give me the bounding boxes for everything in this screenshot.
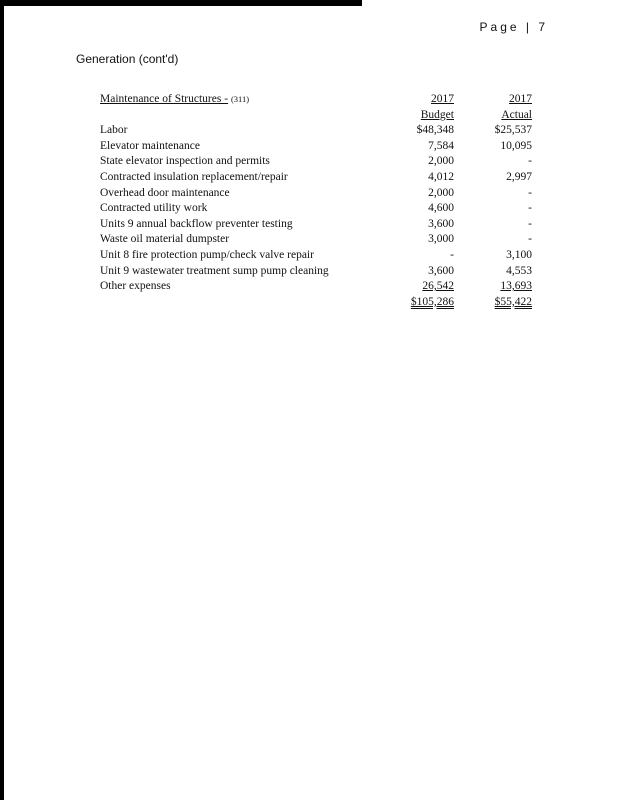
budget-year: 2017 — [431, 93, 454, 105]
row-label: Unit 8 fire protection pump/check valve repair — [100, 248, 314, 261]
row-budget: 7,584 — [428, 139, 454, 152]
maintenance-table — [100, 92, 532, 310]
row-actual: 4,553 — [506, 264, 532, 277]
table-title: Maintenance of Structures - — [100, 93, 229, 105]
account-code: (311) — [230, 94, 250, 104]
table-row — [100, 217, 532, 233]
table-title-cell — [100, 92, 402, 108]
row-label: Units 9 annual backflow preventer testing — [100, 217, 293, 230]
table-row — [100, 170, 532, 186]
row-budget: - — [450, 248, 454, 261]
actual-column-header: Actual — [501, 108, 532, 121]
row-actual: - — [528, 233, 532, 246]
table-subheader-row — [100, 108, 532, 124]
row-actual: - — [528, 217, 532, 230]
total-actual: $55,422 — [494, 295, 532, 308]
row-label: State elevator inspection and permits — [100, 155, 270, 168]
row-actual: - — [528, 186, 532, 199]
row-budget: 26,542 — [422, 280, 454, 293]
row-actual: 3,100 — [506, 248, 532, 261]
scan-border-top — [0, 0, 362, 6]
row-budget: 2,000 — [428, 186, 454, 199]
actual-year: 2017 — [509, 93, 532, 105]
row-budget: 3,000 — [428, 233, 454, 246]
row-label: Contracted insulation replacement/repair — [100, 170, 288, 183]
row-label: Contracted utility work — [100, 202, 208, 215]
table-header-row — [100, 92, 532, 108]
table-row — [100, 264, 532, 280]
row-budget: 3,600 — [428, 217, 454, 230]
total-budget: $105,286 — [410, 295, 454, 308]
row-actual: $25,537 — [494, 124, 532, 137]
scan-border-left — [0, 6, 4, 800]
table-row — [100, 201, 532, 217]
row-budget: 4,012 — [428, 170, 454, 183]
row-actual: 13,693 — [500, 280, 532, 293]
table-row — [100, 139, 532, 155]
row-label: Labor — [100, 124, 128, 137]
page-number: Page | 7 — [479, 20, 548, 34]
total-row — [100, 295, 532, 311]
row-label: Waste oil material dumpster — [100, 233, 230, 246]
row-actual: 2,997 — [506, 170, 532, 183]
row-label: Other expenses — [100, 280, 171, 293]
row-budget: 4,600 — [428, 202, 454, 215]
table-row — [100, 123, 532, 139]
row-actual: 10,095 — [500, 139, 532, 152]
table-row — [100, 186, 532, 202]
row-budget: 2,000 — [428, 155, 454, 168]
table-row — [100, 154, 532, 170]
table-row — [100, 279, 532, 295]
row-budget: 3,600 — [428, 264, 454, 277]
row-label: Unit 9 wastewater treatment sump pump cleaning — [100, 264, 329, 277]
section-title: Generation (cont'd) — [76, 52, 179, 66]
row-label: Elevator maintenance — [100, 139, 200, 152]
budget-column-header: Budget — [420, 108, 454, 121]
row-budget: $48,348 — [416, 124, 454, 137]
row-actual: - — [528, 202, 532, 215]
row-label: Overhead door maintenance — [100, 186, 230, 199]
table-row — [100, 232, 532, 248]
row-actual: - — [528, 155, 532, 168]
table-row — [100, 248, 532, 264]
